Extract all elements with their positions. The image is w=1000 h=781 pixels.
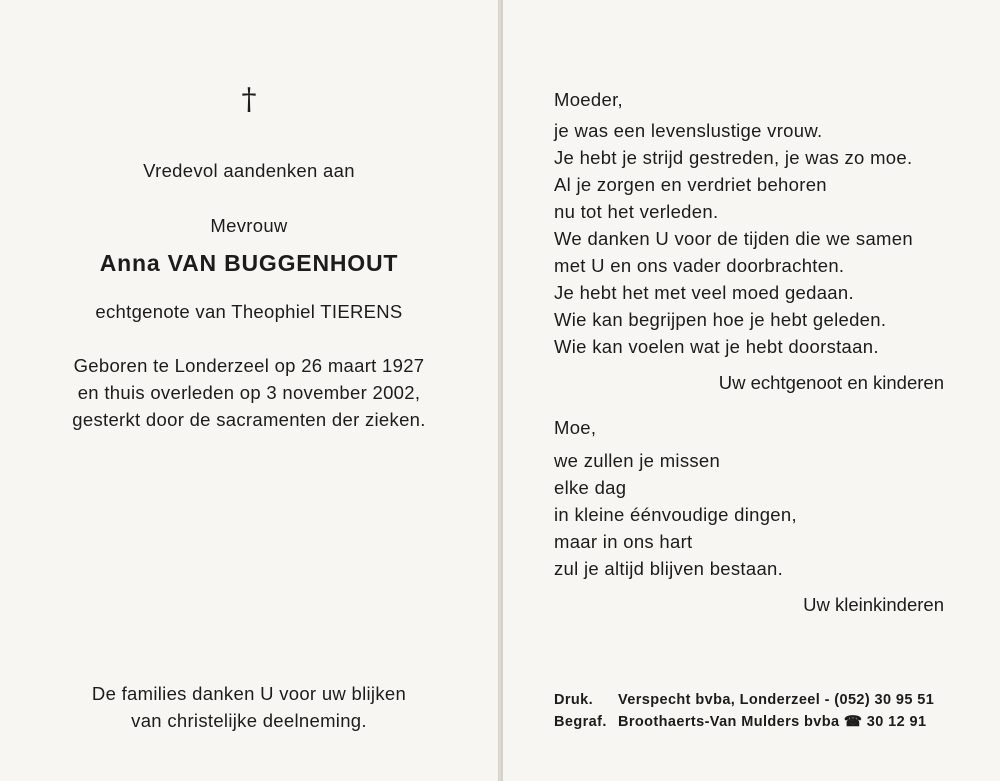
poem-line: Je hebt je strijd gestreden, je was zo moe.: [554, 147, 913, 168]
printer-label: Druk.: [554, 692, 594, 708]
poem-line: Moeder,: [554, 89, 623, 110]
poem-line: maar in ons hart: [554, 531, 693, 552]
poem-line: Moe,: [554, 417, 597, 438]
poem-line: elke dag: [554, 477, 627, 498]
deceased-name: Anna VAN BUGGENHOUT: [99, 250, 399, 276]
poem-line: Wie kan begrijpen hoe je hebt geleden.: [554, 309, 887, 330]
signature-grandchildren: Uw kleinkinderen: [803, 594, 944, 615]
thanks-line-2: van christelijke deelneming.: [131, 710, 367, 731]
poem-line: in kleine éénvoudige dingen,: [554, 504, 797, 525]
sacraments-text: gesterkt door de sacramenten der zieken.: [72, 409, 426, 430]
undertaker-label: Begraf.: [554, 714, 607, 730]
undertaker-text: Broothaerts-Van Mulders bvba ☎ 30 12 91: [618, 714, 927, 730]
honorific: Mevrouw: [210, 215, 288, 236]
birth-text: Geboren te Londerzeel op 26 maart 1927: [73, 355, 425, 376]
cross-icon: †: [241, 82, 257, 117]
poem-line: met U en ons vader doorbrachten.: [554, 255, 845, 276]
poem-line: zul je altijd blijven bestaan.: [554, 558, 784, 579]
undertaker-line: [554, 714, 926, 730]
poem-line: je was een levenslustige vrouw.: [554, 120, 823, 141]
poem-line: Wie kan voelen wat je hebt doorstaan.: [554, 336, 879, 357]
poem-line: We danken U voor de tijden die we samen: [554, 228, 913, 249]
poem-parents: [554, 86, 913, 360]
left-card: [0, 0, 499, 781]
signature-children: Uw echtgenoot en kinderen: [718, 372, 944, 393]
printer-text: Verspecht bvba, Londerzeel - (052) 30 95 51: [618, 692, 935, 708]
death-text: en thuis overleden op 3 november 2002,: [77, 382, 421, 403]
poem-line: Je hebt het met veel moed gedaan.: [554, 282, 854, 303]
spouse-text: echtgenote van Theophiel TIERENS: [95, 301, 403, 322]
thanks-line-1: De families danken U voor uw blijken: [91, 683, 407, 704]
poem-line: Al je zorgen en verdriet behoren: [554, 174, 827, 195]
poem-grandchildren: [554, 414, 797, 582]
poem-line: we zullen je missen: [554, 450, 721, 471]
intro-text: Vredevol aandenken aan: [143, 160, 355, 181]
printer-line: [554, 692, 934, 708]
poem-line: nu tot het verleden.: [554, 201, 719, 222]
